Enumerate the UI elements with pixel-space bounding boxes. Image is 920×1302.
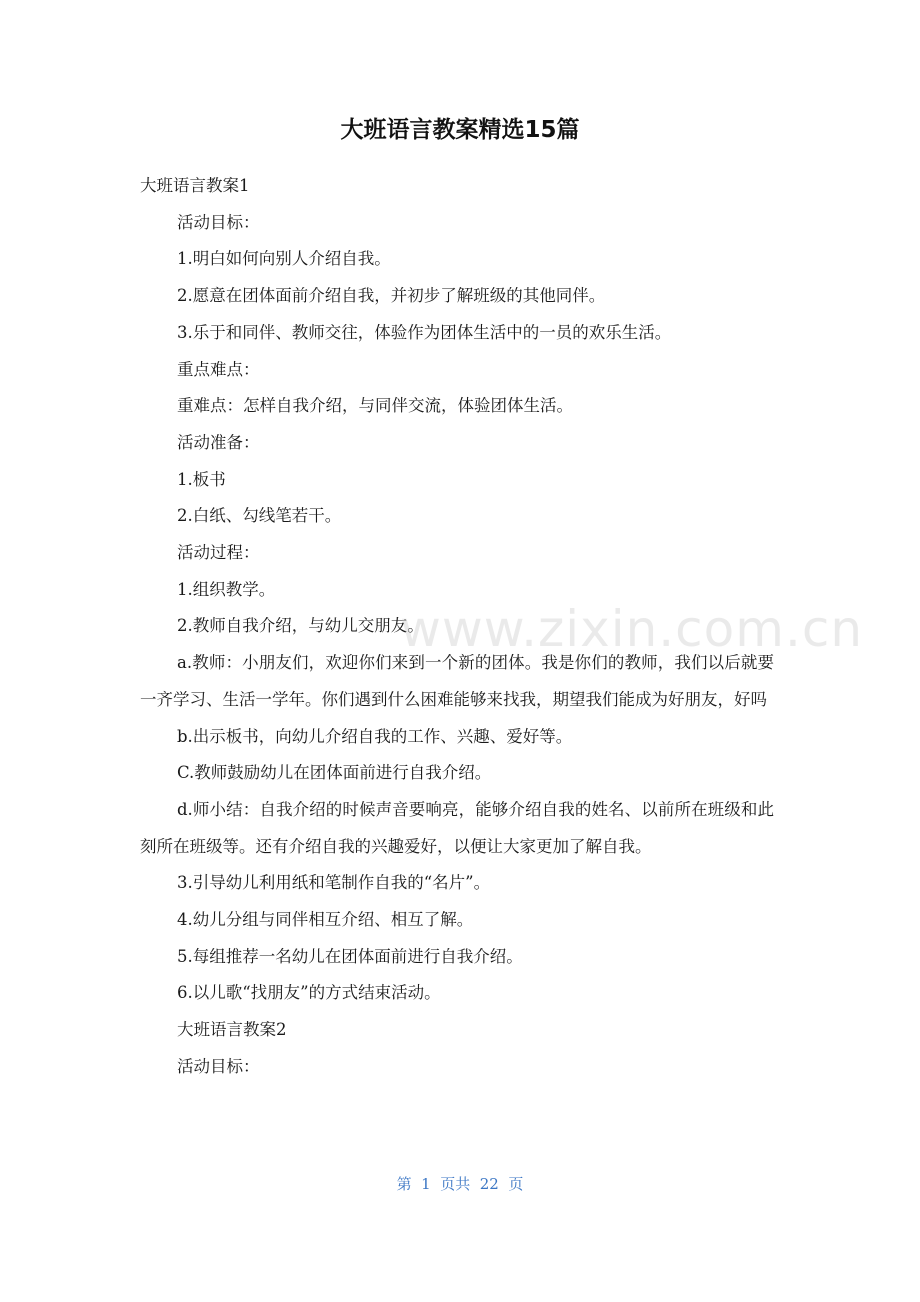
paragraph: 重难点：怎样自我介绍，与同伴交流，体验团体生活。 [177, 396, 573, 416]
paragraph: 2.愿意在团体面前介绍自我，并初步了解班级的其他同伴。 [177, 286, 606, 306]
paragraph: 6.以儿歌“找朋友”的方式结束活动。 [177, 983, 441, 1003]
paragraph: 3.乐于和同伴、教师交往，体验作为团体生活中的一员的欢乐生活。 [177, 322, 672, 342]
paragraph: b.出示板书，向幼儿介绍自我的工作、兴趣、爱好等。 [177, 726, 573, 746]
watermark: www.zixin.com.cn [400, 600, 864, 658]
paragraph: 活动目标： [177, 1056, 260, 1076]
paragraph: 活动目标： [177, 212, 260, 232]
paragraph: 1.板书 [177, 469, 226, 489]
paragraph: 2.教师自我介绍，与幼儿交朋友。 [177, 616, 424, 636]
paragraph: 5.每组推荐一名幼儿在团体面前进行自我介绍。 [177, 946, 523, 966]
paragraph: d.师小结：自我介绍的时候声音要响亮，能够介绍自我的姓名、以前所在班级和此刻所在班级等。还有介绍自我的兴趣爱好，以便让大家更加了解自我。 [140, 799, 774, 856]
paragraph: 2.白纸、勾线笔若干。 [177, 506, 342, 526]
paragraph: C.教师鼓励幼儿在团体面前进行自我介绍。 [177, 763, 492, 783]
paragraph: 1.组织教学。 [177, 579, 276, 599]
paragraph: a.教师：小朋友们，欢迎你们来到一个新的团体。我是你们的教师，我们以后就要一齐学习、生活一学年。你们遇到什么困难能够来找我，期望我们能成为好朋友，好吗 [140, 653, 774, 709]
paragraph: 4.幼儿分组与同伴相互介绍、相互了解。 [177, 910, 474, 930]
paragraph: 重点难点： [177, 359, 260, 379]
paragraph: 1.明白如何向别人介绍自我。 [177, 249, 391, 269]
document-body [140, 168, 774, 1086]
page-footer: 第 1 页共 22 页 [396, 1175, 524, 1193]
paragraph: 大班语言教案1 [140, 176, 250, 195]
document-title: 大班语言教案精选15篇 [340, 117, 580, 143]
paragraph: 活动准备： [177, 432, 260, 452]
paragraph: 3.引导幼儿利用纸和笔制作自我的“名片”。 [177, 873, 491, 893]
paragraph: 活动过程： [177, 543, 260, 563]
paragraph: 大班语言教案2 [177, 1020, 287, 1040]
